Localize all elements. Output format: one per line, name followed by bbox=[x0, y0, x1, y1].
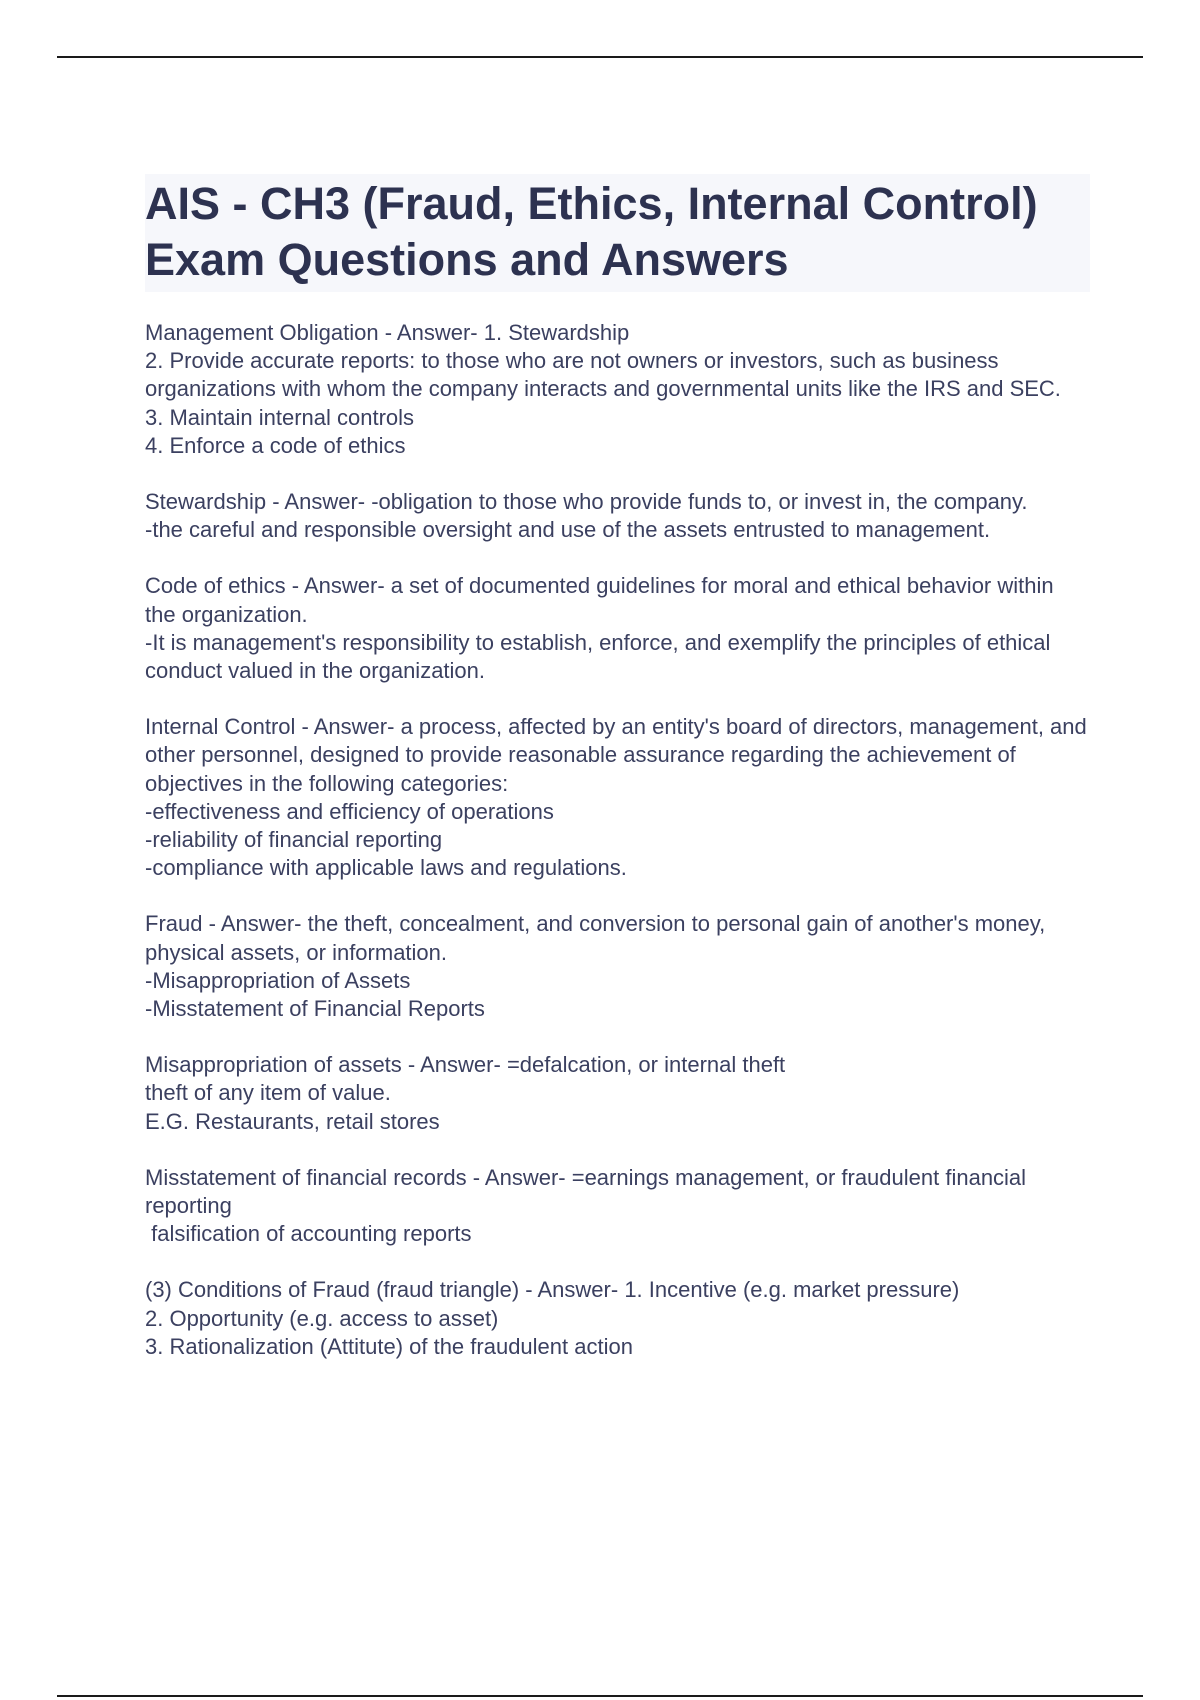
qa-entry-misstatement-of-financial-records bbox=[145, 1164, 1090, 1249]
entry-separator: - Answer- bbox=[285, 573, 391, 599]
header-rule bbox=[57, 56, 1143, 58]
entry-term: Misappropriation of assets bbox=[145, 1052, 402, 1078]
qa-entry-management-obligation bbox=[145, 319, 1090, 460]
entry-term: Internal Control bbox=[145, 714, 296, 740]
entry-term: Code of ethics bbox=[145, 573, 286, 599]
qa-entry-fraud bbox=[145, 910, 1090, 1023]
entry-separator: - Answer- bbox=[295, 714, 401, 740]
qa-entry-stewardship bbox=[145, 488, 1090, 544]
qa-list bbox=[145, 319, 1090, 1361]
entry-term: Management Obligation bbox=[145, 320, 379, 345]
entry-term: Stewardship bbox=[145, 489, 267, 515]
qa-entry-misappropriation-of-assets bbox=[145, 1051, 1090, 1136]
entry-separator: - Answer- bbox=[202, 911, 308, 937]
entry-term: Fraud bbox=[145, 911, 203, 937]
entry-separator: - Answer- bbox=[401, 1052, 507, 1078]
entry-answer: -obligation to those who provide funds to, or invest in, the company. -the careful and responsible oversight and use of the assets entrusted to management. bbox=[145, 489, 1028, 543]
entry-separator: - Answer- bbox=[266, 489, 372, 515]
entry-term: Misstatement of financial records bbox=[145, 1164, 467, 1190]
entry-answer: =earnings management, or fraudulent financial reporting falsification of accounting reports bbox=[145, 1164, 1027, 1247]
qa-entry-code-of-ethics bbox=[145, 572, 1090, 685]
entry-separator: - Answer- bbox=[378, 320, 484, 345]
entry-answer: the theft, concealment, and conversion to personal gain of another's money, physical assets, or information. -Misappropriation of Assets -Misstatement of Financial Reports bbox=[145, 911, 1046, 1022]
qa-entry-internal-control bbox=[145, 713, 1090, 882]
qa-entry-conditions-of-fraud bbox=[145, 1276, 1090, 1361]
footer-rule bbox=[57, 1695, 1143, 1697]
document-title: AIS - CH3 (Fraud, Ethics, Internal Control) Exam Questions and Answers bbox=[145, 174, 1090, 292]
entry-answer: a set of documented guidelines for moral and ethical behavior within the organization. -It is management's responsibility to establish, enforce, and exemplify the principles of ethical conduct valued in the organization. bbox=[145, 573, 1054, 684]
entry-separator: - Answer- bbox=[466, 1164, 572, 1190]
entry-answer: 1. Stewardship 2. Provide accurate reports: to those who are not owners or investors, such as business organizations with whom the company interacts and governmental units like the IRS and SEC. 3. Maintain internal controls 4. Enforce a code of ethics bbox=[145, 320, 1061, 458]
entry-answer: 1. Incentive (e.g. market pressure) 2. Opportunity (e.g. access to asset) 3. Rationalization (Attitute) of the fraudulent action bbox=[145, 1277, 960, 1359]
entry-answer: a process, affected by an entity's board of directors, management, and other personnel, designed to provide reasonable assurance regarding the achievement of objectives in the following categories: -effectiveness and efficiency of operations -reliability of financial reporting -compliance with applicable laws and regulations. bbox=[145, 714, 1087, 881]
document-body bbox=[145, 174, 1090, 1389]
entry-separator: - Answer- bbox=[519, 1277, 625, 1303]
entry-term: (3) Conditions of Fraud (fraud triangle) bbox=[145, 1277, 520, 1303]
entry-answer: =defalcation, or internal theft theft of any item of value. E.G. Restaurants, retail stores bbox=[145, 1052, 786, 1134]
